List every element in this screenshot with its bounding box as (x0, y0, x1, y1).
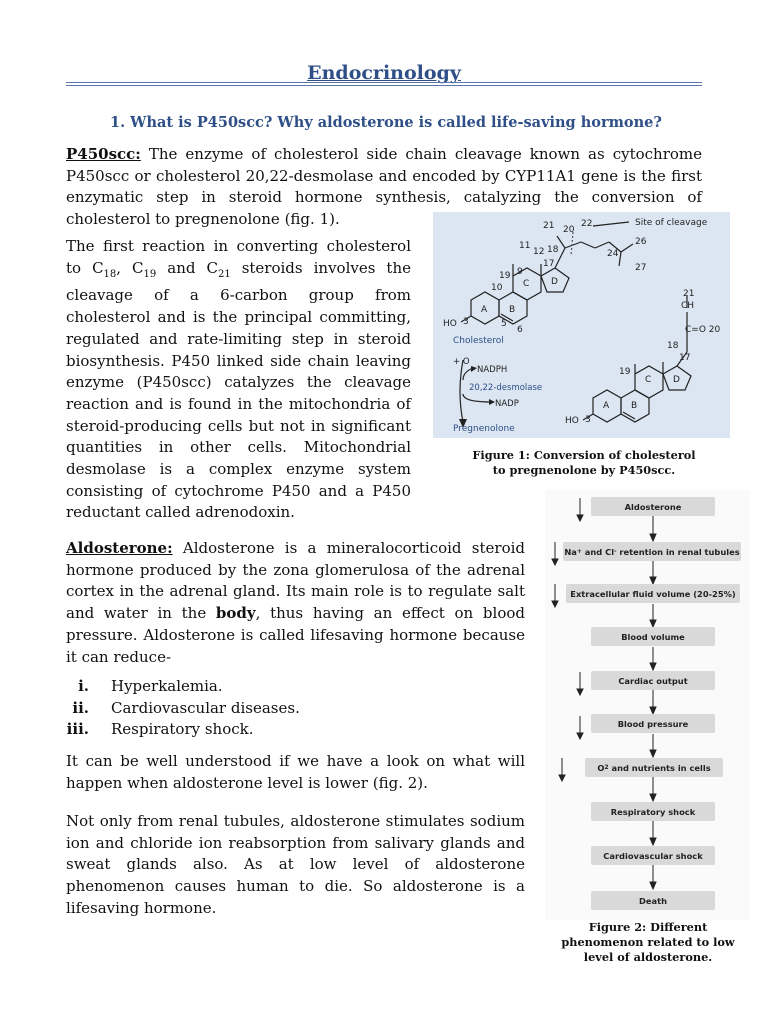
num-10: 10 (491, 283, 503, 293)
na-label: Na (564, 546, 577, 557)
num-9: 9 (517, 267, 523, 277)
ring-label-c-chol: C (523, 279, 530, 289)
label-ho-preg: HO (565, 416, 579, 426)
label-desmolase: 20,22-desmolase (469, 383, 543, 393)
label-ch3: CH (681, 301, 695, 311)
list-text: Cardiovascular diseases. (111, 698, 300, 717)
num-19b: 19 (619, 367, 631, 377)
flow-step-death: Death (591, 891, 715, 910)
na-plus: + (576, 548, 582, 555)
list-num: iii. (66, 720, 89, 738)
page-title: Endocrinology (307, 62, 461, 84)
p450-text-2a: The first reaction in converting cholesterol to C (66, 237, 411, 277)
aldosterone-text-b: , thus having an effect on blood pressure. Aldosterone is called lifesaving hormone because it can reduce- (66, 604, 525, 666)
list-num: i. (78, 677, 89, 695)
num-17b: 17 (679, 353, 691, 363)
aldosterone-text-a: Aldosterone is a mineralocorticoid steroid hormone produced by the zona glomerulosa of the adrenal cortex in the adrenal gland. Its main role is to regulate salt and water in the (66, 539, 525, 623)
c19-sub: 19 (143, 268, 157, 280)
flow-step-aldosterone: Aldosterone (591, 497, 715, 516)
aldosterone-term: Aldosterone: (66, 539, 173, 557)
label-cholesterol: Cholesterol (453, 336, 504, 346)
num-20a: 20 (563, 225, 575, 235)
num-24: 24 (607, 249, 619, 259)
list-text: Hyperkalemia. (111, 677, 223, 695)
ring-label-a-preg: A (603, 401, 610, 411)
num-3a: 3 (463, 317, 469, 327)
num-5: 5 (501, 319, 507, 329)
ring-label-b-preg: B (631, 401, 638, 411)
num-21b: 21 (683, 289, 695, 299)
flow-step-cardiovascular-shock: Cardiovascular shock (591, 846, 715, 865)
ring-label-d-preg: D (673, 375, 680, 385)
label-o2: + O (453, 357, 470, 367)
list-num: ii. (72, 698, 89, 717)
title-rule-bottom (66, 85, 702, 86)
figure-2-caption: Figure 2: Different phenomenon related to low level of aldosterone. (561, 920, 735, 964)
flow-step-cardiac-output: Cardiac output (591, 671, 715, 690)
retention-label: retention in renal tubules (616, 546, 740, 557)
num-21a: 21 (543, 221, 555, 231)
c21-sub: 21 (217, 268, 231, 280)
paragraph-conclusion: Not only from renal tubules, aldosterone stimulates sodium ion and chloride ion reabsorption from salivary glands and sweat glands also. As at low level of aldosterone phenomenon causes human to die. So aldosterone is a lifesaving hormone. (66, 812, 525, 917)
o2-sub: 2 (604, 764, 609, 771)
paragraph-fig2-ref: It can be well understood if we have a look on what will happen when aldosterone level is lower (fig. 2). (66, 752, 525, 792)
num-26: 26 (635, 237, 647, 247)
flow-step-retention (563, 542, 741, 561)
aldosterone-paragraph (66, 538, 525, 668)
figure-1-diagram (433, 212, 730, 438)
num-18b: 18 (667, 341, 679, 351)
c18-sub: 18 (103, 268, 117, 280)
label-ho-chol: HO (443, 319, 457, 329)
ring-label-b-chol: B (509, 305, 516, 315)
num-11: 11 (519, 241, 531, 251)
p450-text-1: The enzyme of cholesterol side chain cleavage known as cytochrome P450scc or cholesterol 20,22-desmolase and encoded by CYP11A1 gene is the first enzymatic step in steroid hormone synthesis, catalyzing the conversion of cholesterol to pregnenolone (fig. 1). (66, 145, 702, 229)
p450-term: P450scc: (66, 145, 141, 163)
aldosterone-body-word: body (215, 604, 256, 623)
label-co: C=O 20 (685, 325, 721, 335)
ring-label-c-preg: C (645, 375, 652, 385)
label-pregnenolone: Pregnenolone (453, 424, 515, 434)
list-text: Respiratory shock. (111, 720, 254, 738)
label-nadp: NADP (495, 399, 519, 409)
and-cl: and Cl (581, 546, 615, 557)
num-18a: 18 (547, 245, 559, 255)
ring-label-d-chol: D (551, 277, 558, 287)
o-label: O (597, 762, 605, 773)
num-27: 27 (635, 263, 647, 273)
flow-step-ecf: Extracellular fluid volume (20-25%) (566, 584, 740, 603)
c-mid: , C (116, 258, 144, 277)
label-nadph: NADPH (477, 365, 508, 375)
question-heading: 1. What is P450scc? Why aldosterone is called life-saving hormone? (110, 114, 662, 131)
label-site-of-cleavage: Site of cleavage (635, 218, 708, 228)
flow-step-blood-pressure: Blood pressure (591, 714, 715, 733)
ring-label-a-chol: A (481, 305, 488, 315)
flow-step-respiratory-shock: Respiratory shock (591, 802, 715, 821)
num-12: 12 (533, 247, 545, 257)
c-and: and C (156, 258, 218, 277)
figure-1-caption: Figure 1: Conversion of cholesterol to pregnenolone by P450scc. (472, 448, 696, 477)
num-3b: 3 (585, 415, 591, 425)
title-rule-top (66, 82, 702, 83)
num-6: 6 (517, 325, 523, 335)
nutrients-label: and nutrients in cells (608, 762, 711, 773)
p450-text-2b: steroids involves the cleavage of a 6-carbon group from cholesterol and is the principal committing, regulated and rate-limiting step in steroid biosynthesis. P450 linked side chain leaving enzyme (P450scc) catalyzes the cleavage reaction and is found in the mitochondria of steroid-producing cells but not in significant quantities in other cells. Mitochondrial desmolase is a complex enzyme system consisting of cytochrome P450 and a P450 reductant called adrenodoxin. (66, 258, 411, 522)
num-22: 22 (581, 219, 593, 229)
flow-step-blood-volume: Blood volume (591, 627, 715, 646)
num-17a: 17 (543, 259, 555, 269)
flow-step-o2 (585, 758, 723, 777)
p450-paragraph-2 (66, 236, 411, 524)
cl-minus: - (614, 548, 617, 555)
num-19a: 19 (499, 271, 511, 281)
